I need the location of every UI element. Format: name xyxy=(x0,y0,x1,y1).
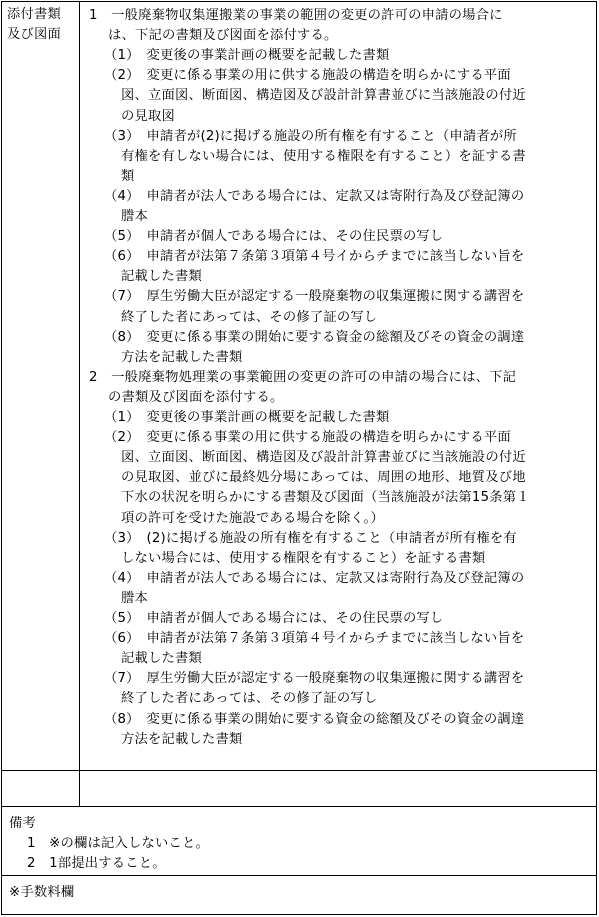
section2-item-6-line: （6） 申請者が法第７条第３項第４号イからチまでに該当しない旨を xyxy=(104,631,525,647)
section2-item-6-line: 記載した書類 xyxy=(121,651,202,667)
section2-item-2-line: の見取図、並びに最終処分場にあっては、周囲の地形、地質及び地 xyxy=(121,470,526,486)
section1-item-5-line: （5） 申請者が個人である場合には、その住民票の写し xyxy=(104,229,444,245)
section2-item-1-line: （1） 変更後の事業計画の概要を記載した書類 xyxy=(104,410,390,425)
remarks-title: 備考 xyxy=(9,816,36,831)
row-divider-remarks xyxy=(1,806,597,807)
section1-item-3-line: 類 xyxy=(121,168,135,184)
section1-item-3-line: （3） 申請者が(2)に掲げる施設の所有権を有すること（申請者が所 xyxy=(104,128,517,144)
remarks-item-1: 1 ※の欄は記入しないこと。 xyxy=(27,836,209,851)
section2-item-3-line: （3） (2)に掲げる施設の所有権を有すること（申請者が所有権を有 xyxy=(104,530,517,546)
section1-item-7-line: 終了した者にあっては、その修了証の写し xyxy=(121,309,378,325)
section2-item-4-line: （4） 申請者が法人である場合には、定款又は寄附行為及び登記簿の xyxy=(104,570,525,586)
section2-item-2-line: 項の許可を受けた施設である場合を除く。） xyxy=(121,510,385,526)
label-line-1: 添付書類 xyxy=(7,7,61,22)
section2-item-2-line: （2） 変更に係る事業の用に供する施設の構造を明らかにする平面 xyxy=(104,430,511,446)
fee-label: ※手数料欄 xyxy=(9,885,75,900)
section1-item-2-line: （2） 変更に係る事業の用に供する施設の構造を明らかにする平面 xyxy=(104,68,511,84)
section2-item-2-line: 図、立面図、断面図、構造図及び設計計算書並びに当該施設の付近 xyxy=(121,450,526,466)
section1-heading-line: 1 一般廃棄物収集運搬業の事業の範囲の変更の許可の申請の場合に xyxy=(89,8,503,23)
section1-item-6-line: （6） 申請者が法第７条第３項第４号イからチまでに該当しない旨を xyxy=(104,249,525,265)
section2-item-5-line: （5） 申請者が個人である場合には、その住民票の写し xyxy=(104,611,444,626)
section1-item-8-line: 方法を記載した書類 xyxy=(121,349,243,365)
section1-item-8-line: （8） 変更に係る事業の開始に要する資金の総額及びその資金の調達 xyxy=(104,329,525,345)
section2-item-2-line: 下水の状況を明らかにする書類及び図面（当該施設が法第15条第１ xyxy=(121,490,530,506)
section1-item-2-line: 図、立面図、断面図、構造図及び設計計算書並びに当該施設の付近 xyxy=(121,88,526,104)
section2-heading-line: の書類及び図面を添付する。 xyxy=(108,389,284,405)
column-divider xyxy=(79,1,80,806)
section1-heading-line: は、下記の書類及び図面を添付する。 xyxy=(108,28,338,44)
section2-item-7-line: 終了した者にあっては、その修了証の写し xyxy=(121,691,378,707)
section1-item-4-line: （4） 申請者が法人である場合には、定款又は寄附行為及び登記簿の xyxy=(104,188,525,204)
row-divider-empty-row xyxy=(1,770,597,771)
section1-item-1-line: （1） 変更後の事業計画の概要を記載した書類 xyxy=(104,48,390,64)
section1-item-6-line: 記載した書類 xyxy=(121,269,202,285)
section2-item-8-line: 方法を記載した書類 xyxy=(121,731,243,747)
section1-item-3-line: 有権を有しない場合には、使用する権限を有すること）を証する書 xyxy=(121,148,526,164)
section1-item-7-line: （7） 厚生労働大臣が認定する一般廃棄物の収集運搬に関する講習を xyxy=(104,289,525,305)
section1-item-4-line: 謄本 xyxy=(121,209,148,224)
label-line-2: 及び図面 xyxy=(7,27,61,42)
remarks-item-2: 2 1部提出すること。 xyxy=(27,856,166,871)
section2-heading-line: 2 一般廃棄物処理業の事業範囲の変更の許可の申請の場合には、下記 xyxy=(89,369,517,385)
section2-item-7-line: （7） 厚生労働大臣が認定する一般廃棄物の収集運搬に関する講習を xyxy=(104,671,525,687)
section2-item-8-line: （8） 変更に係る事業の開始に要する資金の総額及びその資金の調達 xyxy=(104,711,525,727)
row-divider-fee xyxy=(1,875,597,876)
section2-item-4-line: 謄本 xyxy=(121,590,148,606)
section1-item-2-line: の見取図 xyxy=(121,108,175,124)
section2-item-3-line: しない場合には、使用する権限を有すること）を証する書類 xyxy=(121,550,486,566)
